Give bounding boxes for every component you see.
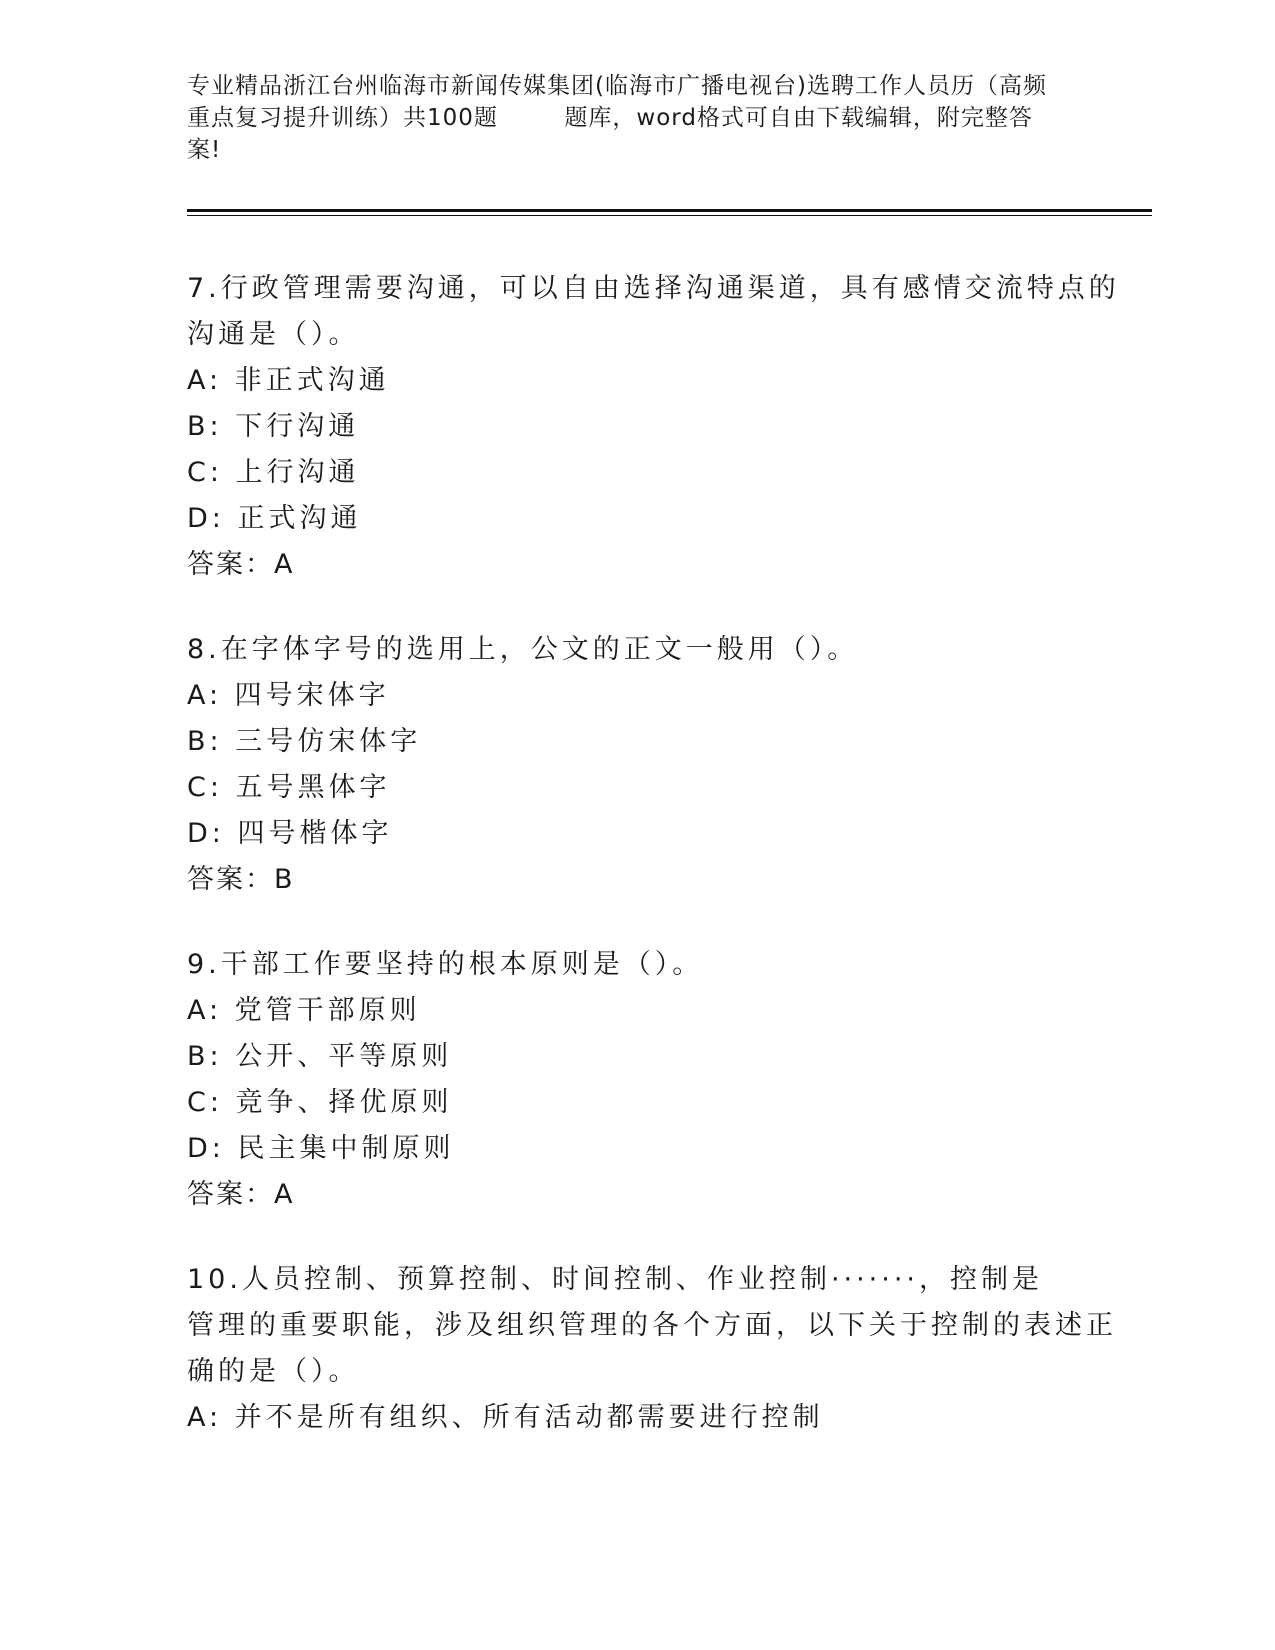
question-text: 确的是（）。 (187, 1356, 360, 1387)
question-text: 沟通是（）。 (187, 319, 360, 350)
option-b: B: 下行沟通 (187, 411, 360, 442)
question-list (187, 266, 1120, 1480)
question-9 (187, 942, 1087, 1218)
option-a: A: 党管干部原则 (187, 995, 421, 1026)
question-text: 8.在字体字号的选用上，公文的正文一般用（）。 (187, 634, 859, 665)
option-d: D: 民主集中制原则 (187, 1133, 455, 1164)
question-text: 7.行政管理需要沟通，可以自由选择沟通渠道，具有感情交流特点的 (187, 273, 1120, 304)
header-divider-thick (187, 209, 1152, 212)
header-line-2: 重点复习提升训练）共100题 题库，word格式可自由下载编辑，附完整答 (187, 105, 1033, 131)
answer: 答案：B (187, 864, 295, 895)
option-c: C: 竞争、择优原则 (187, 1087, 453, 1118)
option-a: A: 四号宋体字 (187, 680, 390, 711)
option-d: D: 四号楷体字 (187, 818, 393, 849)
question-7 (187, 266, 1120, 588)
document-header (187, 70, 1087, 166)
option-d: D: 正式沟通 (187, 503, 362, 534)
question-text: 10.人员控制、预算控制、时间控制、作业控制·······，控制是 (187, 1264, 1044, 1295)
question-text: 管理的重要职能，涉及组织管理的各个方面，以下关于控制的表述正 (187, 1310, 1117, 1341)
header-divider-thin (187, 215, 1152, 216)
option-a: A: 非正式沟通 (187, 365, 390, 396)
option-b: B: 三号仿宋体字 (187, 726, 422, 757)
option-b: B: 公开、平等原则 (187, 1041, 453, 1072)
option-c: C: 五号黑体字 (187, 772, 391, 803)
option-c: C: 上行沟通 (187, 457, 360, 488)
answer: 答案：A (187, 549, 295, 580)
question-text: 9.干部工作要坚持的根本原则是（）。 (187, 949, 704, 980)
option-a: A: 并不是所有组织、所有活动都需要进行控制 (187, 1402, 824, 1433)
answer: 答案：A (187, 1179, 295, 1210)
question-8 (187, 627, 1087, 903)
header-line-3: 案! (187, 137, 222, 163)
question-10 (187, 1257, 1117, 1441)
header-line-1: 专业精品浙江台州临海市新闻传媒集团(临海市广播电视台)选聘工作人员历（高频 (187, 73, 1047, 99)
